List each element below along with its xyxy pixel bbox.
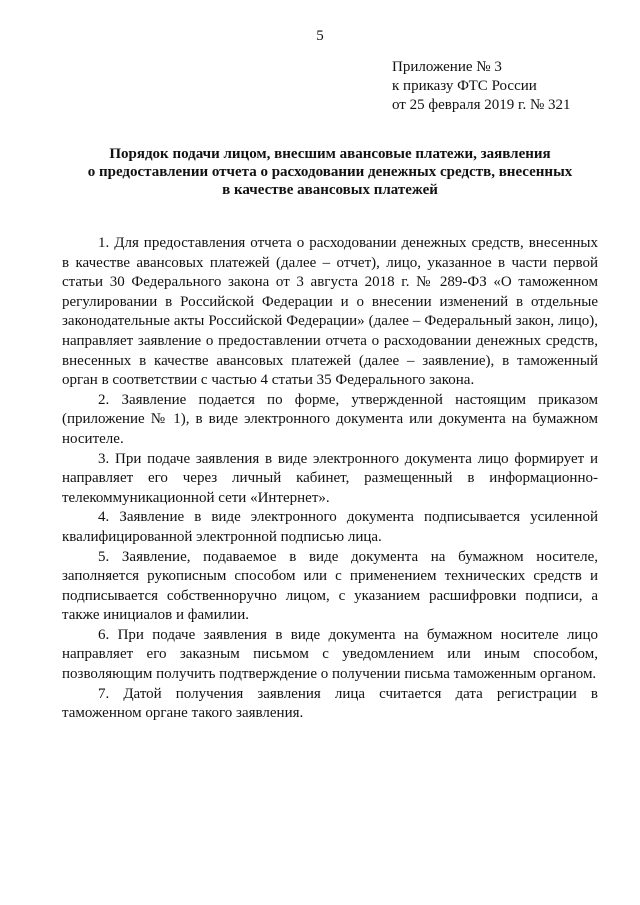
appendix-number: Приложение № 3 (392, 59, 502, 75)
appendix-reference (392, 58, 571, 115)
title-line-2: о предоставлении отчета о расходовании денежных средств, внесенных (87, 164, 573, 180)
document-body (62, 234, 598, 724)
title-line-3: в качестве авансовых платежей (222, 182, 438, 198)
appendix-order: к приказу ФТС России (392, 78, 537, 94)
document-title (60, 145, 600, 199)
appendix-order-date: от 25 февраля 2019 г. № 321 (392, 97, 571, 113)
paragraph-6: 6. При подаче заявления в виде документа на бумажном носителе лицо направляет его заказным письмом с уведомлением или иным способом, позволяющим получить подтверждение о получении письма таможенным органом. (62, 626, 598, 683)
paragraph-2: 2. Заявление подается по форме, утвержденной настоящим приказом (приложение № 1), в виде электронного документа или документа на бумажном носителе. (62, 391, 598, 447)
paragraph-5: 5. Заявление, подаваемое в виде документа на бумажном носителе, заполняется рукописным способом или с применением технических средств и подписывается собственноручно лицом, с указанием расшифровки подписи, а также инициалов и фамилии. (62, 548, 598, 624)
paragraph-4: 4. Заявление в виде электронного документа подписывается усиленной квалифицированной электронной подписью лица. (62, 509, 598, 545)
paragraph-1: 1. Для предоставления отчета о расходовании денежных средств, внесенных в качестве авансовых платежей (далее – отчет), лицо, указанное в части первой статьи 30 Федерального закона от 3 августа 2018 г. № 289-ФЗ «О таможенном регулировании в Российской Федерации и о внесении изменений в отдельные законодательные акты Российской Федерации» (далее – Федеральный закон, лицо), направляет заявление о предоставлении отчета о расходовании денежных средств, внесенных в качестве авансовых платежей (далее – заявление), в таможенный орган в соответствии с частью 4 статьи 35 Федерального закона. (62, 235, 598, 389)
page-number: 5 (316, 28, 324, 44)
title-line-1: Порядок подачи лицом, внесшим авансовые платежи, заявления (109, 146, 551, 162)
paragraph-7: 7. Датой получения заявления лица считается дата регистрации в таможенном органе такого заявления. (62, 685, 598, 722)
paragraph-3: 3. При подаче заявления в виде электронного документа лицо формирует и направляет его через личный кабинет, размещенный в информационно-телекоммуникационной сети «Интернет». (62, 450, 598, 506)
